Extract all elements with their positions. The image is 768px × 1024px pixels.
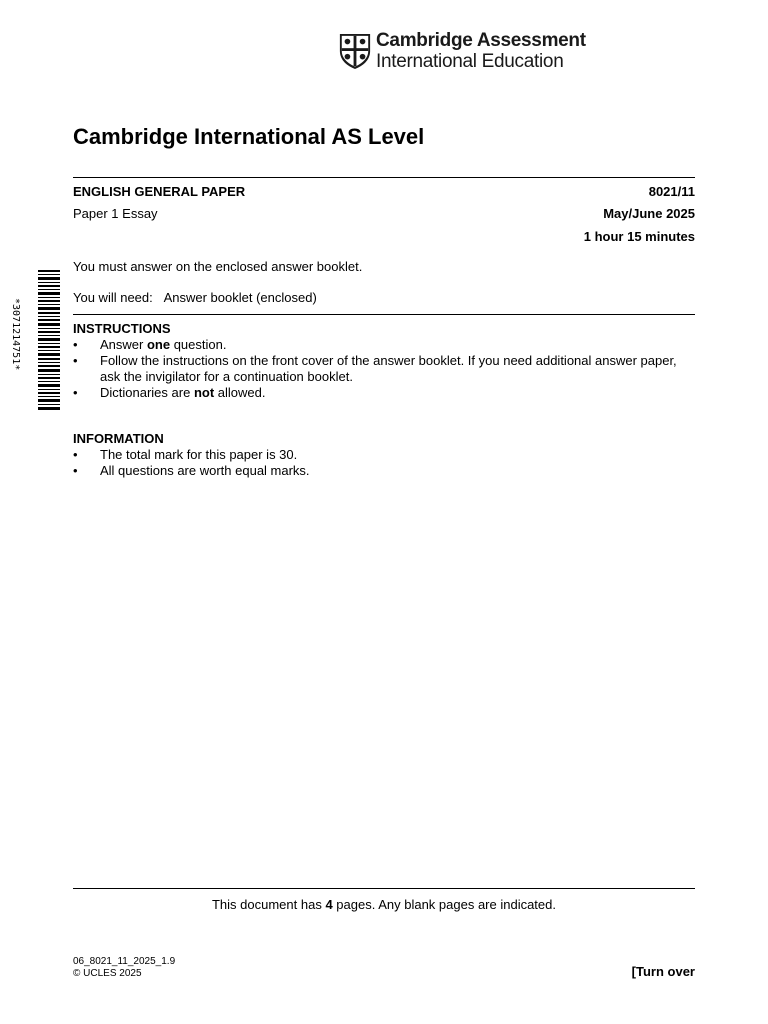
instructions-list	[73, 337, 695, 401]
bullet-icon: •	[73, 353, 78, 368]
divider-middle	[73, 314, 695, 315]
page-count-note: This document has 4 pages. Any blank pages are indicated.	[211, 897, 556, 912]
information-list	[73, 447, 695, 479]
bullet-icon: •	[73, 385, 78, 400]
doc-code: 06_8021_11_2025_1.9	[73, 956, 176, 967]
document-code	[73, 956, 175, 980]
cambridge-crest-logo	[338, 32, 372, 70]
need-label: You will need:	[73, 290, 153, 305]
logo-line-2: International Education	[376, 51, 564, 72]
paper-code: 8021/11	[648, 184, 695, 199]
subject-name: ENGLISH GENERAL PAPER	[73, 184, 246, 199]
logo-wordmark	[376, 30, 586, 72]
instruction-item: • Answer one question.	[73, 337, 227, 352]
need-value: Answer booklet (enclosed)	[163, 290, 317, 305]
bullet-icon: •	[73, 447, 78, 462]
information-item: • All questions are worth equal marks.	[73, 463, 310, 478]
barcode-number: *3071214751*	[10, 298, 21, 371]
copyright: © UCLES 2025	[73, 968, 142, 979]
bullet-icon: •	[73, 337, 78, 352]
logo-line-1: Cambridge Assessment	[376, 30, 586, 51]
divider-footer	[73, 888, 695, 889]
divider-top	[73, 177, 695, 178]
paper-name: Paper 1 Essay	[73, 206, 158, 221]
information-heading: INFORMATION	[73, 431, 164, 446]
instruction-item: • Follow the instructions on the front cover of the answer booklet. If you need additional answer paper, ask the invigilator for a continuation booklet.	[73, 353, 677, 384]
barcode-icon	[38, 270, 60, 410]
exam-session: May/June 2025	[603, 206, 695, 221]
qualification-title: Cambridge International AS Level	[73, 124, 425, 149]
exam-duration: 1 hour 15 minutes	[583, 229, 695, 244]
instruction-item: • Dictionaries are not allowed.	[73, 385, 266, 400]
answer-instruction: You must answer on the enclosed answer booklet.	[73, 259, 363, 274]
information-item: • The total mark for this paper is 30.	[73, 447, 298, 462]
bullet-icon: •	[73, 463, 78, 478]
turn-over: [Turn over	[631, 964, 695, 979]
instructions-heading: INSTRUCTIONS	[73, 321, 171, 336]
you-will-need	[73, 290, 317, 306]
